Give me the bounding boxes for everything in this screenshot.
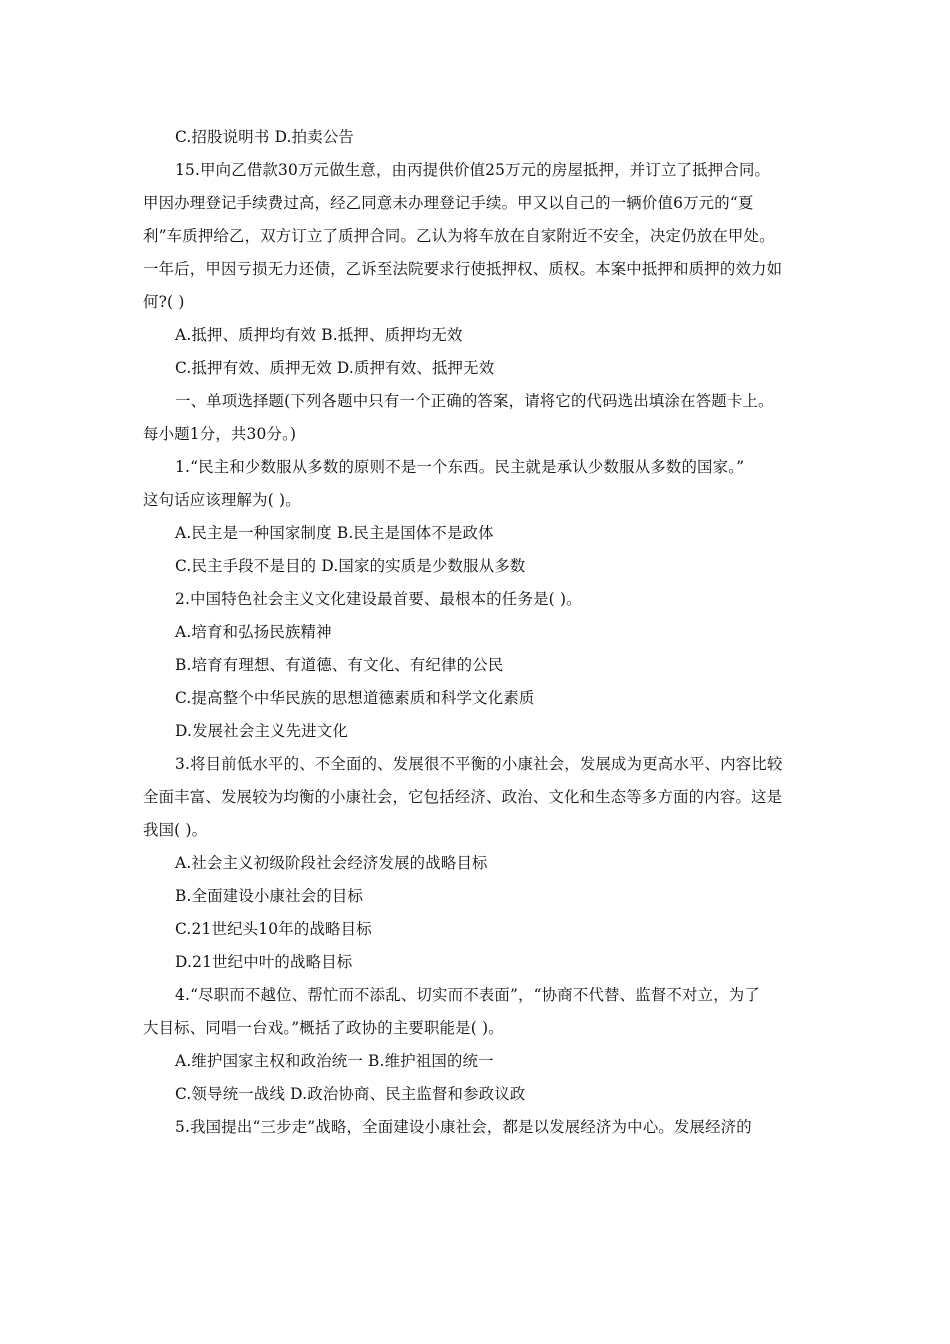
- text-line: A.抵押、质押均有效 B.抵押、质押均无效: [175, 326, 463, 344]
- text-line: 1.“民主和少数服从多数的原则不是一个东西。民主就是承认少数服从多数的国家。”: [175, 458, 745, 476]
- text-line: A.民主是一种国家制度 B.民主是国体不是政体: [175, 524, 494, 542]
- text-line: 利”车质押给乙，双方订立了质押合同。乙认为将车放在自家附近不安全，决定仍放在甲处。: [143, 227, 775, 245]
- text-line: 一、单项选择题(下列各题中只有一个正确的答案，请将它的代码选出填涂在答题卡上。: [175, 392, 774, 410]
- text-line: 2.中国特色社会主义文化建设最首要、最根本的任务是( )。: [175, 590, 582, 608]
- text-line: A.培育和弘扬民族精神: [175, 623, 332, 641]
- text-line: 3.将目前低水平的、不全面的、发展很不平衡的小康社会，发展成为更高水平、内容比较: [175, 755, 783, 773]
- text-line: C.21世纪头10年的战略目标: [175, 920, 372, 938]
- text-line: A.维护国家主权和政治统一 B.维护祖国的统一: [175, 1052, 494, 1070]
- text-line: C.民主手段不是目的 D.国家的实质是少数服从多数: [175, 557, 526, 575]
- text-line: D.21世纪中叶的战略目标: [175, 953, 353, 971]
- text-line: 4.“尽职而不越位、帮忙而不添乱、切实而不表面”，“协商不代替、监督不对立，为了: [175, 986, 760, 1004]
- text-line: 我国( )。: [143, 821, 208, 839]
- text-line: 这句话应该理解为( )。: [143, 491, 301, 509]
- text-line: C.领导统一战线 D.政治协商、民主监督和参政议政: [175, 1085, 526, 1103]
- text-line: C.提高整个中华民族的思想道德素质和科学文化素质: [175, 689, 535, 707]
- text-line: 15.甲向乙借款30万元做生意，由丙提供价值25万元的房屋抵押，并订立了抵押合同。: [175, 161, 771, 179]
- text-line: B.培育有理想、有道德、有文化、有纪律的公民: [175, 656, 504, 674]
- text-line: B.全面建设小康社会的目标: [175, 887, 364, 905]
- text-line: 何?( ): [143, 293, 185, 311]
- text-line: 全面丰富、发展较为均衡的小康社会，它包括经济、政治、文化和生态等多方面的内容。这是: [143, 788, 783, 806]
- document-text: [143, 121, 813, 1144]
- text-line: D.发展社会主义先进文化: [175, 722, 348, 740]
- text-line: 大目标、同唱一台戏。”概括了政协的主要职能是( )。: [143, 1019, 504, 1037]
- text-line: 一年后，甲因亏损无力还债，乙诉至法院要求行使抵押权、质权。本案中抵押和质押的效力如: [143, 260, 783, 278]
- text-line: A.社会主义初级阶段社会经济发展的战略目标: [175, 854, 488, 872]
- text-line: 每小题1分，共30分。): [143, 425, 297, 443]
- text-line: C.抵押有效、质押无效 D.质押有效、抵押无效: [175, 359, 495, 377]
- text-line: C.招股说明书 D.拍卖公告: [175, 128, 355, 146]
- text-line: 甲因办理登记手续费过高，经乙同意未办理登记手续。甲又以自己的一辆价值6万元的“夏: [143, 194, 754, 212]
- text-line: 5.我国提出“三步走”战略，全面建设小康社会，都是以发展经济为中心。发展经济的: [175, 1118, 752, 1136]
